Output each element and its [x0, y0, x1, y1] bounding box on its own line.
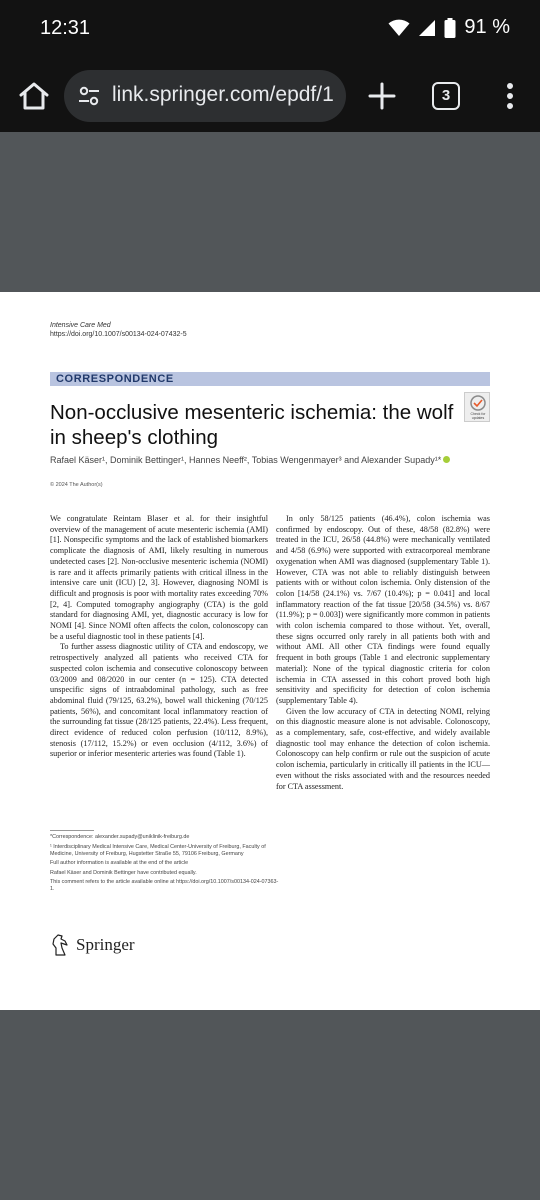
author-list [50, 455, 450, 465]
publisher-name: Springer [76, 935, 135, 954]
status-bar [0, 0, 540, 60]
body-column-right [276, 514, 490, 792]
body-paragraph: We congratulate Reintam Blaser et al. for their insightful overview of the management of acute mesenteric ischemia (AMI) [1]. Nonspecific symptoms and the lack of established biomarkers complicate the diagnosis of AMI, likely resulting in numerous undetected cases [2]. Non-occlusive mesenteric ischemia (NOMI) is rare and it affects primarily patients with critical illness in the intensive care unit (ICU) [2, 3]. However, diagnosing NOMI is difficult and prognosis is poor with mortality rates exceeding 70% [2, 4]. Computed tomography angiography (CTA) is the gold standard for diagnosing AMI, yet, diagnostic accuracy is low for NOMI [4]. Since NOMI often affects the colon, colonoscopy can be a useful diagnostic tool in these patients [4]. [50, 514, 268, 641]
check-for-updates-badge[interactable] [464, 392, 490, 422]
tab-switcher-button[interactable]: 3 [432, 82, 460, 110]
publisher-logo [50, 932, 135, 958]
copyright-notice: © 2024 The Author(s) [50, 482, 103, 488]
browser-toolbar [0, 60, 540, 132]
plus-icon[interactable] [364, 78, 400, 114]
menu-dots-icon[interactable] [496, 78, 524, 114]
tune-icon[interactable] [78, 85, 100, 107]
signal-icon [418, 19, 436, 37]
wifi-icon [388, 19, 410, 37]
check-updates-text: Check for updates [470, 412, 486, 420]
body-column-left [50, 514, 268, 760]
journal-name: Intensive Care Med [50, 322, 111, 329]
status-time: 12:31 [40, 17, 91, 39]
orcid-icon[interactable] [443, 456, 450, 463]
battery-percent: 91 % [464, 16, 510, 38]
section-label: CORRESPONDENCE [56, 373, 174, 385]
url-text[interactable]: link.springer.com/epdf/1 [112, 83, 334, 106]
pdf-page[interactable] [0, 292, 540, 1010]
check-updates-icon [465, 394, 491, 412]
footnote: *Correspondence: alexander.supady@uniklinik-freiburg.de [50, 834, 190, 840]
springer-horse-icon [50, 933, 70, 957]
battery-icon [444, 18, 456, 38]
footnotes [50, 834, 282, 896]
footnote: Full author information is available at the end of the article [50, 860, 189, 866]
footnote-divider [50, 830, 94, 831]
footnote: Rafael Käser and Dominik Bettinger have contributed equally. [50, 869, 197, 876]
footnote: This comment refers to the article available online at https://doi.org/10.1007/s00134-024-07363-1. [50, 879, 279, 892]
section-banner [50, 372, 490, 386]
home-icon[interactable] [16, 78, 52, 114]
pdf-viewer-background [0, 132, 540, 292]
pdf-viewer-background-bottom [0, 1010, 540, 1200]
article-title: Non-occlusive mesenteric ischemia: the wolf in sheep's clothing [50, 401, 454, 449]
doi-link[interactable]: https://doi.org/10.1007/s00134-024-07432-5 [50, 331, 187, 338]
footnote: ¹ Interdisciplinary Medical Intensive Care, Medical Center-University of Freiburg, Faculty of Medicine, University of Freiburg, Hugstetter Straße 55, 79106 Freiburg, Germany [50, 843, 266, 857]
body-paragraph: Given the low accuracy of CTA in detecting NOMI, relying on this diagnostic measure alone is not advisable. Colonoscopy, as a complementary, safe, cost-effective, and widely available diagnostic tool may enhance the detection of colon ischemia. Colonoscopy can help confirm or rule out the suspicion of acute colon ischemia, particularly in critically ill patients in the ICU—even without the risks associated with and the resources needed for CTA assessment. [276, 706, 490, 791]
author-names: Rafael Käser¹, Dominik Bettinger¹, Hannes Neeff², Tobias Wengenmayer³ and Alexander Supady¹* [50, 455, 442, 465]
status-icons [388, 16, 510, 39]
body-paragraph: To further assess diagnostic utility of CTA and endoscopy, we retrospectively analyzed all patients who received CTA for suspected colon ischemia and consecutive colonoscopy between 03/2009 and 08/2020 in our center (n = 125). CTA detected unspecific signs of intraabdominal pathology, such as free abdominal fluid (79/125, 63.2%), bowel wall thickening (70/125 patients, 56%), and concomitant local inflammatory reaction of the surrounding fat tissue (28/125 patients, 22.4%). Less frequent, direct evidence of reduced colon perfusion (10/112, 8.9%), stenosis (17/112, 15.2%) or even occlusion (4/112, 3.6%) of superior or inferior mesenteric arteries was found (Table 1). [50, 642, 268, 759]
url-bar[interactable] [64, 70, 346, 122]
body-paragraph: In only 58/125 patients (46.4%), colon ischemia was confirmed by endoscopy. Out of these, 48/58 (82.8%) were treated in the ICU, 26/58 (44.8%) were mechanically ventilated and 4/58 (6.9%) were supported with extracorporeal membrane oxygenation when AMI was diagnosed (supplementary Table 1). However, CTA was not able to reliably distinguish between patients with or without colon ischemia. Only distension of the colon [14/58 (24.1%) vs. 7/67 (10.4%); p = 0.041] and local inflammatory reaction of the fat tissue [20/58 (34.5%) vs. 8/67 (11.9%); p = 0.003]) were significantly more common in patients with colon ischemia compared to those without. Yet, overall, these signs occurred only rarely in all patients both with and without AMI. All other CTA findings were found equally frequent in both groups (Table 1 and electronic supplementary material): None of the typical diagnostic criteria for colon ischemia in CTA assessed in this cohort proved both high sensitivity and specificity for detection of colon ischemia (supplementary Table 4). [276, 514, 490, 705]
